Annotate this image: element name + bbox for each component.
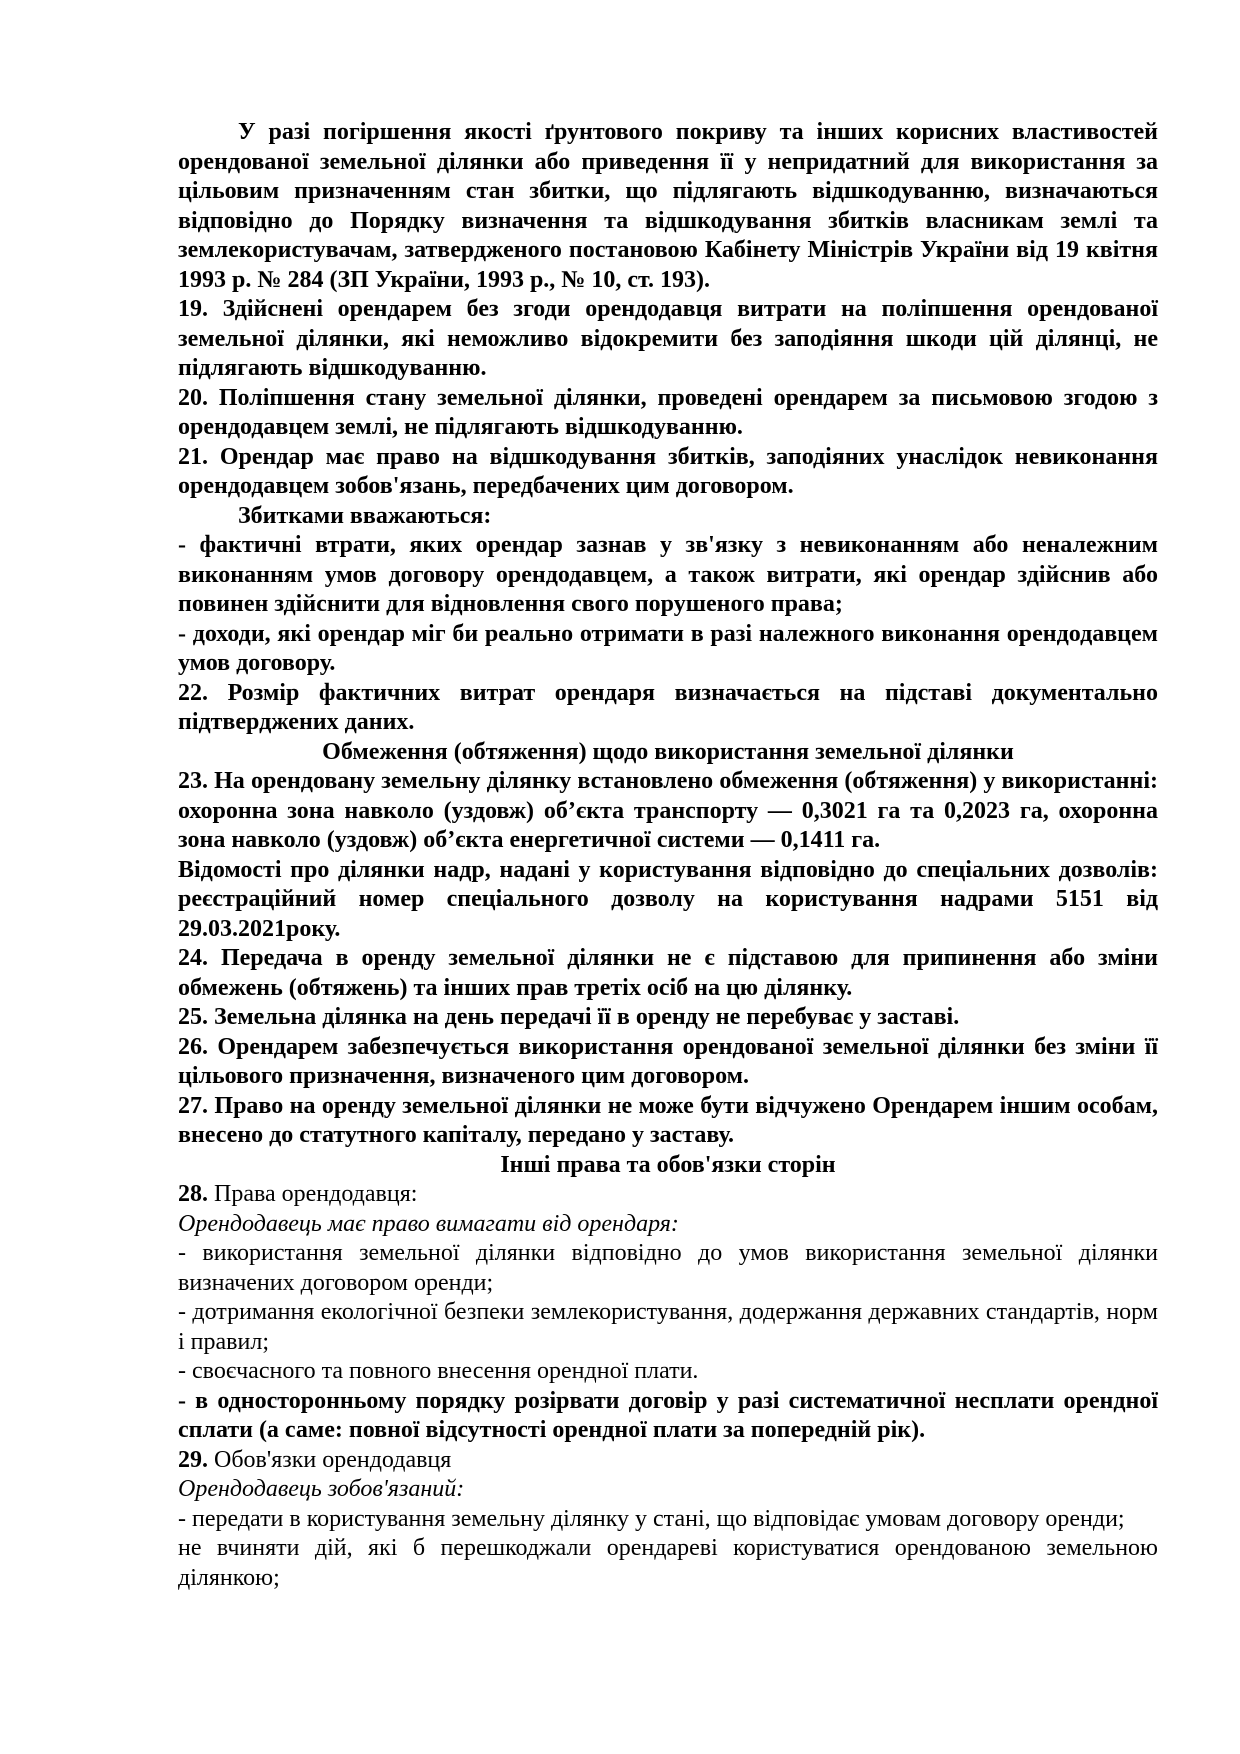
item-text: Здійснені орендарем без згоди орендодавця витрати на поліпшення орендованої земельної ділянки, які неможливо відокремити без заподіяння шкоди цій ділянці, не підлягають відшкодуванню.: [178, 296, 1158, 381]
paragraph-23: [178, 767, 1158, 856]
lessor-rights-bullet-4: - в односторонньому порядку розірвати договір у разі систематичної несплати орендної сплати (а саме: повної відсутності орендної плати за попередній рік).: [178, 1387, 1158, 1443]
subsoil-info: Відомості про ділянки надр, надані у користування відповідно до спеціальних дозволів: реєстраційний номер спеціального дозволу на користування надрами 5151 від 29.03.2021року.: [178, 856, 1158, 942]
paragraph-20: [178, 384, 1158, 443]
lessor-duties-intro: Орендодавець зобов'язаний:: [178, 1476, 465, 1502]
paragraph-28: [178, 1180, 1158, 1210]
document-page: [178, 118, 1158, 1593]
item-number: 27.: [178, 1092, 208, 1119]
item-text: Розмір фактичних витрат орендаря визначається на підставі документально підтверджених даних.: [178, 679, 1158, 735]
paragraph-19: [178, 295, 1158, 384]
item-number: 20.: [178, 384, 208, 411]
item-number: 23.: [178, 768, 208, 794]
lessor-rights-bullet-3: - своєчасного та повного внесення орендної плати.: [178, 1358, 699, 1384]
item-text: Обов'язки орендодавця: [208, 1446, 452, 1473]
item-text: Передача в оренду земельної ділянки не є підставою для припинення або зміни обмежень (обтяжень) та інших прав третіх осіб на цю ділянку.: [178, 945, 1158, 1001]
item-number: 29.: [178, 1446, 208, 1473]
item-text: Поліпшення стану земельної ділянки, проведені орендарем за письмовою згодою з орендодавцем землі, не підлягають відшкодуванню.: [178, 384, 1158, 440]
item-text: Орендар має право на відшкодування збитків, заподіяних унаслідок невиконання орендодавцем зобов'язань, передбачених цим договором.: [178, 443, 1158, 499]
item-number: 25.: [178, 1004, 208, 1030]
item-number: 24.: [178, 945, 208, 971]
paragraph-22: [178, 679, 1158, 738]
lessor-duties-bullet-1: - передати в користування земельну ділянку у стані, що відповідає умовам договору оренди;: [178, 1505, 1125, 1532]
paragraph-21: [178, 443, 1158, 502]
item-text: Орендарем забезпечується використання орендованої земельної ділянки без зміни її цільового призначення, визначеного цим договором.: [178, 1033, 1158, 1089]
losses-heading: Збитками вважаються:: [238, 502, 492, 529]
paragraph-26: [178, 1033, 1158, 1092]
item-number: 21.: [178, 443, 208, 470]
paragraph-24: [178, 944, 1158, 1003]
losses-bullet-2: - доходи, які орендар міг би реально отримати в разі належного виконання орендодавцем умов договору.: [178, 620, 1158, 676]
item-number: 22.: [178, 679, 208, 706]
item-text: Право на оренду земельної ділянки не може бути відчужено Орендарем іншим особам, внесено до статутного капіталу, передано у заставу.: [178, 1092, 1158, 1148]
lessor-duties-bullet-2: не вчиняти дій, які б перешкоджали орендареві користуватися орендованою земельною ділянкою;: [178, 1535, 1158, 1591]
item-text: Права орендодавця:: [208, 1181, 418, 1207]
lessor-rights-intro: Орендодавець має право вимагати від орендаря:: [178, 1210, 679, 1237]
section-heading-other-rights: Інші права та обов'язки сторін: [500, 1151, 836, 1178]
section-heading-restrictions: Обмеження (обтяження) щодо використання земельної ділянки: [322, 738, 1014, 765]
item-text: Земельна ділянка на день передачі її в оренду не перебуває у заставі.: [208, 1004, 960, 1030]
lessor-rights-bullet-1: - використання земельної ділянки відповідно до умов використання земельної ділянки визначених договором оренди;: [178, 1240, 1158, 1296]
item-number: 19.: [178, 296, 208, 322]
item-number: 26.: [178, 1033, 208, 1060]
item-text: На орендовану земельну ділянку встановлено обмеження (обтяження) у використанні: охоронна зона навколо (уздовж) об’єкта транспорту — 0,3021 га та 0,2023 га, охоронна зона навколо (уздовж) об’єкта енергетичної системи — 0,1411 га.: [178, 768, 1158, 853]
paragraph-27: [178, 1092, 1158, 1151]
lessor-rights-bullet-2: - дотримання екологічної безпеки землекористування, додержання державних стандартів, норм і правил;: [178, 1299, 1158, 1355]
losses-bullet-1: - фактичні втрати, яких орендар зазнав у зв'язку з невиконанням або неналежним виконанням умов договору орендодавцем, а також витрати, які орендар здійснив або повинен здійснити для відновлення свого порушеного права;: [178, 532, 1158, 617]
paragraph-25: [178, 1003, 1158, 1033]
paragraph-29: [178, 1446, 1158, 1476]
paragraph-18-continuation: У разі погіршення якості ґрунтового покриву та інших корисних властивостей орендованої земельної ділянки або приведення її у непридатний для використання за цільовим призначенням стан збитки, що підлягають відшкодуванню, визначаються відповідно до Порядку визначення та відшкодування збитків власникам землі та землекористувачам, затвердженого постановою Кабінету Міністрів України від 19 квітня 1993 р. № 284 (ЗП України, 1993 р., № 10, ст. 193).: [178, 119, 1158, 293]
item-number: 28.: [178, 1181, 208, 1207]
